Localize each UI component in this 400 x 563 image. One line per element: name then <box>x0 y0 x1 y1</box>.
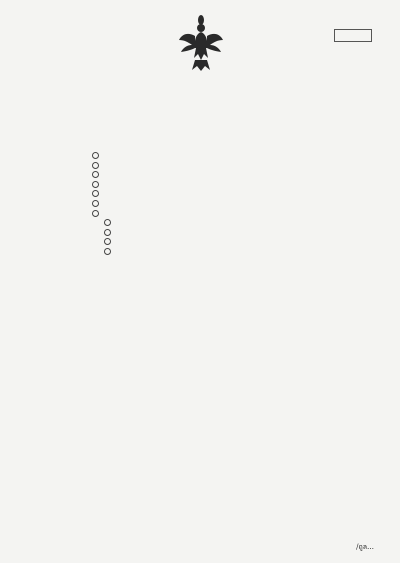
continued-marker: /ถูล… <box>356 543 374 551</box>
sub-list-item <box>44 236 370 246</box>
list-item <box>44 198 370 208</box>
announcement-title <box>0 82 400 92</box>
list-item <box>44 188 370 198</box>
list-item <box>44 208 370 218</box>
list-item <box>44 179 370 189</box>
sub-list-item <box>44 227 370 237</box>
announcement-body <box>44 124 370 256</box>
list-item <box>44 160 370 170</box>
intro-paragraph <box>44 124 370 133</box>
list-item <box>44 150 370 160</box>
legal-basis-paragraph <box>44 137 370 146</box>
sub-list-item <box>44 246 370 256</box>
announcement-subject <box>0 104 400 114</box>
sub-list-item <box>44 217 370 227</box>
garuda-emblem-icon <box>178 14 224 72</box>
list-item <box>44 169 370 179</box>
form-code-box <box>334 29 372 42</box>
announcement-subtitle <box>0 93 400 103</box>
announcement-list <box>44 150 370 256</box>
